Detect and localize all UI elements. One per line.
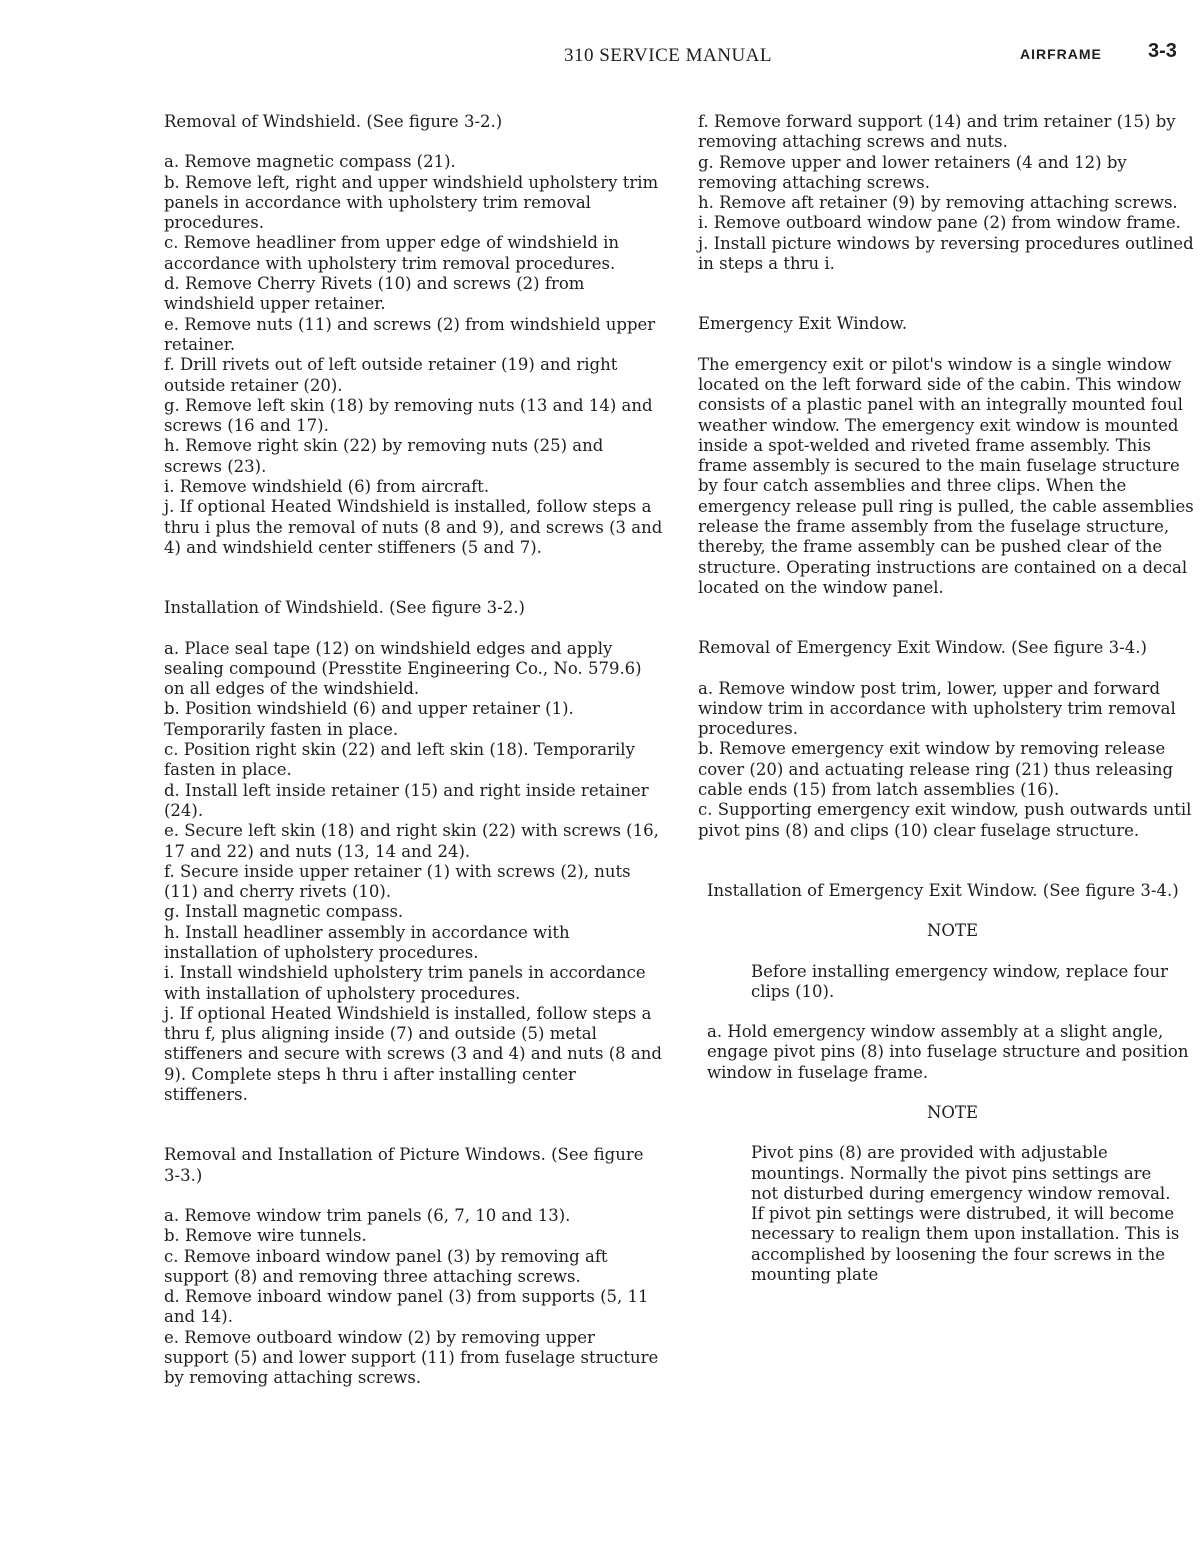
- list-item: a. Hold emergency window assembly at a slight angle, engage pivot pins (8) into fuselage structure and position window in fuselage frame.: [707, 1022, 1189, 1082]
- list-item: e. Remove outboard window (2) by removing upper support (5) and lower support (11) from fuselage structure by removing attaching screws.: [164, 1327, 659, 1388]
- list-item: c. Supporting emergency exit window, push outwards until pivot pins (8) and clips (10) clear fuselage structure.: [698, 800, 1192, 840]
- list-item: b. Remove left, right and upper windshield upholstery trim panels in accordance with upholstery trim removal procedures.: [164, 172, 659, 233]
- emergency-exit-description: The emergency exit or pilot's window is a single window located on the left forward side of the cabin. This window consists of a plastic panel with an integrally mounted foul weather window. The emergency exit window is mounted inside a spot-welded and riveted frame assembly. This frame assembly is secured to the main fuselage structure by four catch assemblies and three clips. When the emergency release pull ring is pulled, the cable assemblies release the frame assembly from the fuselage structure, thereby, the frame assembly can be pushed clear of the structure. Operating instructions are contained on a decal located on the window panel.: [698, 354, 1194, 597]
- note-body: Pivot pins (8) are provided with adjustable mountings. Normally the pivot pins settings are not disturbed during emergency window removal. If pivot pin settings were distrubed, it will become necessary to realign them upon installation. This is accomplished by loosening the four screws in the mounting plate: [751, 1143, 1180, 1285]
- list-item: d. Remove Cherry Rivets (10) and screws (2) from windshield upper retainer.: [164, 274, 585, 314]
- manual-title: 310 SERVICE MANUAL: [563, 45, 773, 66]
- list-item: g. Remove upper and lower retainers (4 and 12) by removing attaching screws.: [698, 152, 1127, 192]
- list-item: j. If optional Heated Windshield is installed, follow steps a thru i plus the removal of nuts (8 and 9), and screws (3 and 4) and windshield center stiffeners (5 and 7).: [164, 497, 663, 557]
- list-item: a. Remove window trim panels (6, 7, 10 and 13).: [164, 1205, 571, 1225]
- list-item: d. Install left inside retainer (15) and right inside retainer (24).: [164, 780, 649, 820]
- list-item: f. Secure inside upper retainer (1) with screws (2), nuts (11) and cherry rivets (10).: [164, 861, 631, 902]
- list-item: e. Remove nuts (11) and screws (2) from windshield upper retainer.: [164, 314, 656, 354]
- list-item: a. Remove window post trim, lower, upper and forward window trim in accordance with upholstery trim removal procedures.: [698, 678, 1176, 739]
- heading-removal-windshield: Removal of Windshield. (See figure 3-2.): [164, 112, 503, 131]
- list-item: c. Remove headliner from upper edge of windshield in accordance with upholstery trim removal procedures.: [164, 233, 620, 273]
- list-item: j. If optional Heated Windshield is installed, follow steps a thru f, plus aligning inside (7) and outside (5) metal stiffeners and secure with screws (3 and 4) and nuts (8 and 9). Complete steps h thru i after installing center stiffeners.: [164, 1003, 662, 1105]
- list-item: g. Remove left skin (18) by removing nuts (13 and 14) and screws (16 and 17).: [164, 395, 653, 436]
- heading-emergency-exit-window: Emergency Exit Window.: [698, 314, 908, 334]
- list-item: c. Position right skin (22) and left skin (18). Temporarily fasten in place.: [164, 740, 635, 780]
- note-label: NOTE: [926, 921, 978, 941]
- list-item: j. Install picture windows by reversing procedures outlined in steps a thru i.: [698, 233, 1194, 274]
- installation-emergency-exit-section: [698, 881, 1198, 1285]
- heading-removal-emergency-exit: Removal of Emergency Exit Window. (See figure 3-4.): [698, 638, 1147, 658]
- list-item: a. Remove magnetic compass (21).: [164, 152, 456, 172]
- left-column: [164, 112, 664, 1389]
- note-label: NOTE: [926, 1102, 978, 1122]
- note-body: Before installing emergency window, replace four clips (10).: [751, 961, 1169, 1001]
- list-item: h. Remove aft retainer (9) by removing attaching screws.: [698, 193, 1178, 213]
- list-item: g. Install magnetic compass.: [164, 902, 404, 922]
- heading-picture-windows: Removal and Installation of Picture Windows. (See figure 3-3.): [164, 1145, 644, 1185]
- list-item: h. Install headliner assembly in accordance with installation of upholstery procedures.: [164, 922, 570, 962]
- list-item: b. Position windshield (6) and upper retainer (1). Temporarily fasten in place.: [164, 699, 574, 739]
- right-column: [698, 112, 1198, 1285]
- list-item: h. Remove right skin (22) by removing nuts (25) and screws (23).: [164, 436, 604, 476]
- page-number: 3-3: [1148, 40, 1177, 62]
- list-item: i. Install windshield upholstery trim panels in accordance with installation of upholstery procedures.: [164, 963, 646, 1003]
- list-item: e. Secure left skin (18) and right skin (22) with screws (16, 17 and 22) and nuts (13, 14 and 24).: [164, 821, 659, 861]
- list-item: f. Remove forward support (14) and trim retainer (15) by removing attaching screws and nuts.: [698, 112, 1176, 152]
- list-item: b. Remove wire tunnels.: [164, 1226, 367, 1246]
- list-item: i. Remove outboard window pane (2) from window frame.: [698, 213, 1181, 233]
- list-item: a. Place seal tape (12) on windshield edges and apply sealing compound (Presstite Engineering Co., No. 579.6) on all edges of the windshield.: [164, 638, 642, 699]
- list-item: i. Remove windshield (6) from aircraft.: [164, 477, 490, 497]
- list-item: f. Drill rivets out of left outside retainer (19) and right outside retainer (20).: [164, 355, 618, 395]
- list-item: b. Remove emergency exit window by removing release cover (20) and actuating release ring (21) thus releasing cable ends (15) from latch assemblies (16).: [698, 739, 1174, 800]
- list-item: d. Remove inboard window panel (3) from supports (5, 11 and 14).: [164, 1287, 649, 1327]
- list-item: c. Remove inboard window panel (3) by removing aft support (8) and removing three attaching screws.: [164, 1246, 608, 1286]
- section-name: AIRFRAME: [1020, 46, 1102, 62]
- heading-installation-windshield: Installation of Windshield. (See figure 3-2.): [164, 598, 525, 618]
- heading-installation-emergency-exit: Installation of Emergency Exit Window. (See figure 3-4.): [707, 880, 1179, 900]
